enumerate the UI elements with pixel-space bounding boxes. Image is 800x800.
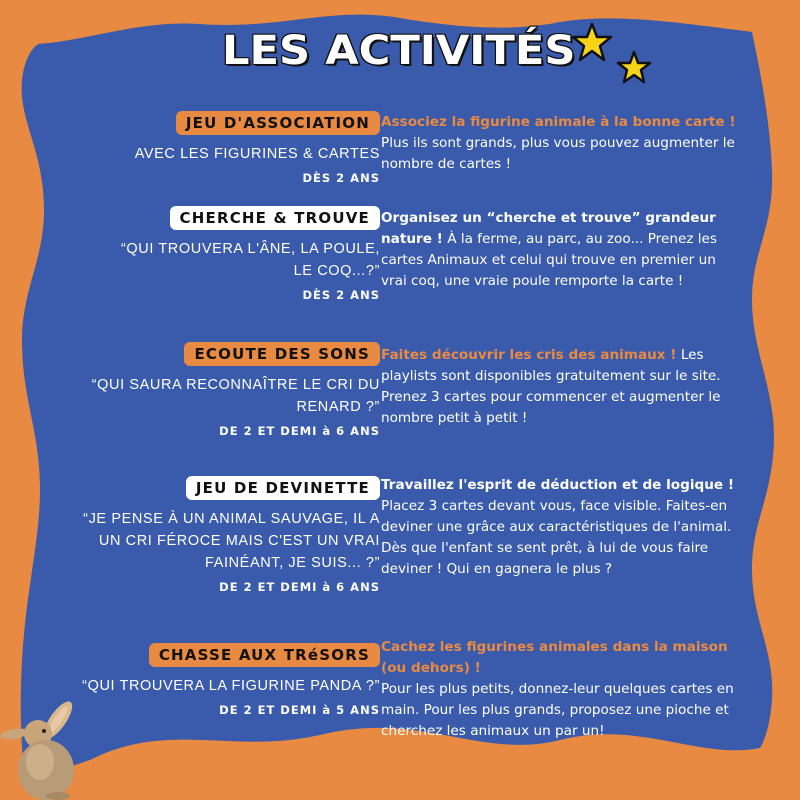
age-label: DE 2 ET DEMI à 5 ANS bbox=[219, 703, 380, 717]
activity-title-badge: JEU D'ASSOCIATION bbox=[176, 111, 380, 135]
star-icon bbox=[618, 52, 650, 82]
description-text: À la ferme, au parc, au zoo... Prenez les cartes Animaux et celui qui trouve en premier un vrai coq, une vraie poule remporte la carte ! bbox=[381, 231, 717, 289]
stars-decoration bbox=[570, 22, 670, 92]
age-label: DE 2 ET DEMI à 6 ANS bbox=[219, 580, 380, 594]
description-text-2: Dès que l'enfant se sent prêt, à lui de vous faire deviner ! Qui en gagnera le plus ? bbox=[381, 540, 709, 577]
description-highlight: Organisez un “cherche et trouve” grandeur nature ! bbox=[381, 210, 716, 247]
description-text: Placez 3 cartes devant vous, face visible. Faites-en deviner une grâce aux caractéristiques de l'animal. bbox=[381, 498, 732, 535]
description-text: Pour les plus petits, donnez-leur quelques cartes en main. Pour les plus grands, proposez une pioche et cherchez les animaux un par un! bbox=[381, 681, 734, 739]
activity-3-left bbox=[90, 342, 380, 438]
activity-2-description bbox=[381, 208, 741, 292]
activity-1-left bbox=[135, 111, 380, 185]
activity-subtitle: “QUI TROUVERA LA FIGURINE PANDA ?” bbox=[82, 678, 380, 694]
age-label: DÈS 2 ANS bbox=[302, 288, 380, 302]
page-title: LES ACTIVITÉS bbox=[222, 28, 576, 74]
description-text: Plus ils sont grands, plus vous pouvez augmenter le nombre de cartes ! bbox=[381, 135, 735, 172]
activity-title-badge: CHERCHE & TROUVE bbox=[170, 206, 380, 230]
star-icon bbox=[573, 24, 611, 60]
activity-5-left bbox=[82, 643, 380, 717]
activity-title-badge: CHASSE AUX TRéSORS bbox=[149, 643, 380, 667]
age-label: DÈS 2 ANS bbox=[302, 171, 380, 185]
description-highlight: Faites découvrir les cris des animaux ! bbox=[381, 347, 677, 363]
description-text: Les playlists sont disponibles gratuitement sur le site. Prenez 3 cartes pour commencer et augmenter le nombre petit à petit ! bbox=[381, 347, 721, 426]
activity-4-left bbox=[80, 476, 380, 594]
description-highlight: Travaillez l'esprit de déduction et de logique ! bbox=[381, 477, 735, 493]
activity-title-badge: ECOUTE DES SONS bbox=[184, 342, 380, 366]
activity-3-description bbox=[381, 345, 753, 429]
description-highlight: Cachez les figurines animales dans la maison (ou dehors) ! bbox=[381, 639, 728, 676]
activity-subtitle: “JE PENSE À UN ANIMAL SAUVAGE, IL A UN CRI FÉROCE MAIS C'EST UN VRAI FAINÉANT, JE SUIS... ?” bbox=[83, 511, 380, 571]
activity-subtitle: AVEC LES FIGURINES & CARTES bbox=[134, 146, 380, 162]
activity-4-description bbox=[381, 475, 753, 580]
activity-2-left bbox=[120, 206, 380, 302]
activity-subtitle: “QUI TROUVERA L'ÂNE, LA POULE, LE COQ...?” bbox=[120, 241, 380, 279]
rabbit-photo bbox=[0, 700, 85, 800]
description-highlight: Associez la figurine animale à la bonne carte ! bbox=[381, 114, 736, 130]
activity-1-description bbox=[381, 112, 781, 175]
activity-5-description bbox=[381, 637, 753, 742]
activity-title-badge: JEU DE DEVINETTE bbox=[186, 476, 380, 500]
age-label: DE 2 ET DEMI à 6 ANS bbox=[219, 424, 380, 438]
activity-subtitle: “QUI SAURA RECONNAÎTRE LE CRI DU RENARD ?” bbox=[91, 377, 380, 415]
